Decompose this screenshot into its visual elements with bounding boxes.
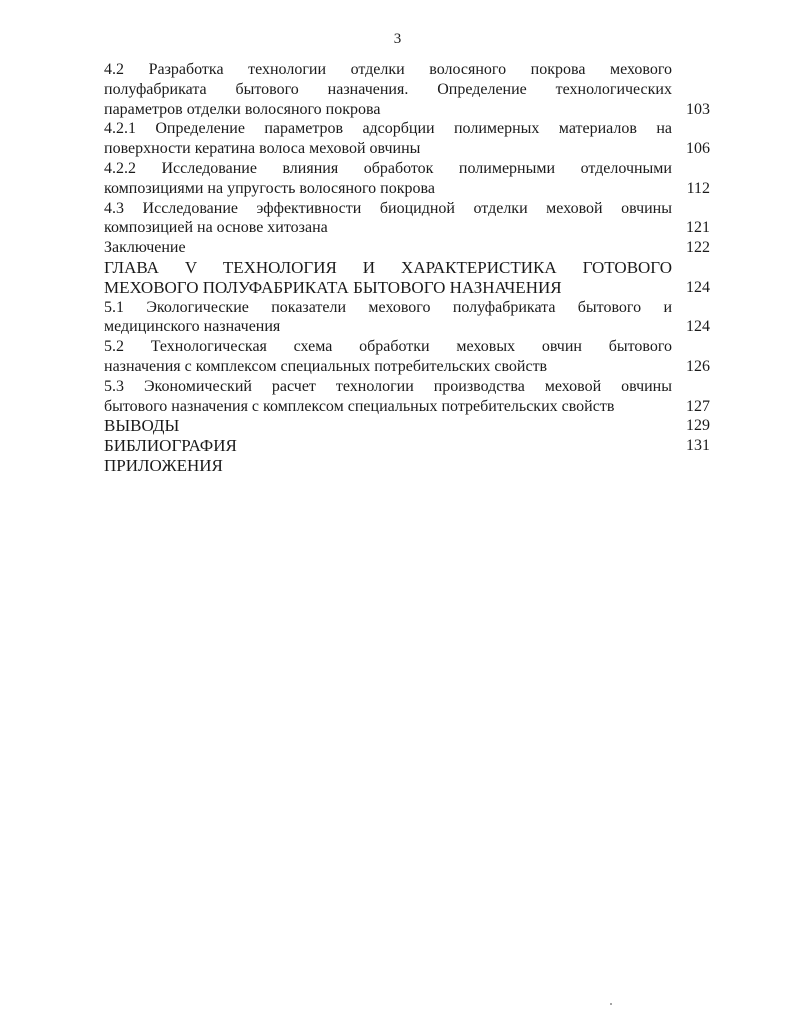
toc-entry-4-3 xyxy=(104,199,710,239)
toc-entry-text-line: полуфабриката бытового назначения. Определение технологических xyxy=(104,80,672,98)
toc-entry-text-line: композициями на упругость волосяного покрова xyxy=(104,179,435,197)
toc-entry-text-line: бытового назначения с комплексом специальных потребительских свойств xyxy=(104,397,615,415)
toc-page-number: 106 xyxy=(686,140,710,158)
toc-entry-5-1 xyxy=(104,298,710,338)
toc-entry-text-line: ПРИЛОЖЕНИЯ xyxy=(104,455,223,475)
toc-entry-text-line: Заключение xyxy=(104,239,186,257)
scan-speck xyxy=(610,1003,612,1005)
toc-entry-text-line: назначения с комплексом специальных потребительских свойств xyxy=(104,357,548,375)
toc-entry-text-line: поверхности кератина волоса меховой овчины xyxy=(104,140,421,158)
toc-entry-text-line: ВЫВОДЫ xyxy=(104,416,180,436)
toc-page-number: 126 xyxy=(686,357,710,375)
toc-page-number: 129 xyxy=(686,417,710,435)
toc-entry-text-line: МЕХОВОГО ПОЛУФАБРИКАТА БЫТОВОГО НАЗНАЧЕНИЯ xyxy=(104,277,562,297)
toc-entry-text-line: медицинского назначения xyxy=(104,318,281,336)
toc-entry-text-line: 4.2.2 Исследование влияния обработок полимерными отделочными xyxy=(104,159,672,177)
toc-page-number: 124 xyxy=(686,318,710,336)
toc-entry-text-line: параметров отделки волосяного покрова xyxy=(104,100,381,118)
toc-page-number: 124 xyxy=(686,278,710,296)
toc-entry-text-line: композицией на основе хитозана xyxy=(104,219,328,237)
toc-entry-4-2 xyxy=(104,60,710,119)
toc-page-number: 127 xyxy=(686,397,710,415)
page-number: 3 xyxy=(393,31,402,47)
toc-page-number: 122 xyxy=(686,239,710,257)
toc-page-number: 121 xyxy=(686,219,710,237)
toc-entry-conclusion xyxy=(104,238,710,258)
toc-page-number: 131 xyxy=(686,437,710,455)
toc-entry-text-line: 5.3 Экономический расчет технологии производства меховой овчины xyxy=(104,377,672,395)
toc-entry-conclusions xyxy=(104,416,710,436)
toc-page-number xyxy=(672,456,710,476)
toc-entry-text-line: 5.2 Технологическая схема обработки меховых овчин бытового xyxy=(104,338,672,356)
toc-entry-bibliography xyxy=(104,436,710,456)
toc-entry-4-2-1 xyxy=(104,119,710,159)
toc-entry-text-line: 4.3 Исследование эффективности биоцидной отделки меховой овчины xyxy=(104,199,672,217)
toc-entry-5-2 xyxy=(104,337,710,377)
toc-entry-text-line: ГЛАВА V ТЕХНОЛОГИЯ И ХАРАКТЕРИСТИКА ГОТОВОГО xyxy=(104,257,672,277)
toc-entry-appendices xyxy=(104,456,710,476)
toc-page-number: 112 xyxy=(686,179,710,197)
toc-entry-5-3 xyxy=(104,377,710,417)
table-of-contents xyxy=(104,60,710,476)
toc-entry-text-line: 4.2 Разработка технологии отделки волосяного покрова мехового xyxy=(104,61,672,78)
toc-page-number: 103 xyxy=(686,100,710,118)
toc-entry-chapter-5 xyxy=(104,258,710,298)
toc-entry-text-line: 4.2.1 Определение параметров адсорбции полимерных материалов на xyxy=(104,120,672,138)
toc-entry-text-line: БИБЛИОГРАФИЯ xyxy=(104,436,237,456)
toc-entry-4-2-2 xyxy=(104,159,710,199)
toc-entry-text-line: 5.1 Экологические показатели мехового полуфабриката бытового и xyxy=(104,298,672,316)
